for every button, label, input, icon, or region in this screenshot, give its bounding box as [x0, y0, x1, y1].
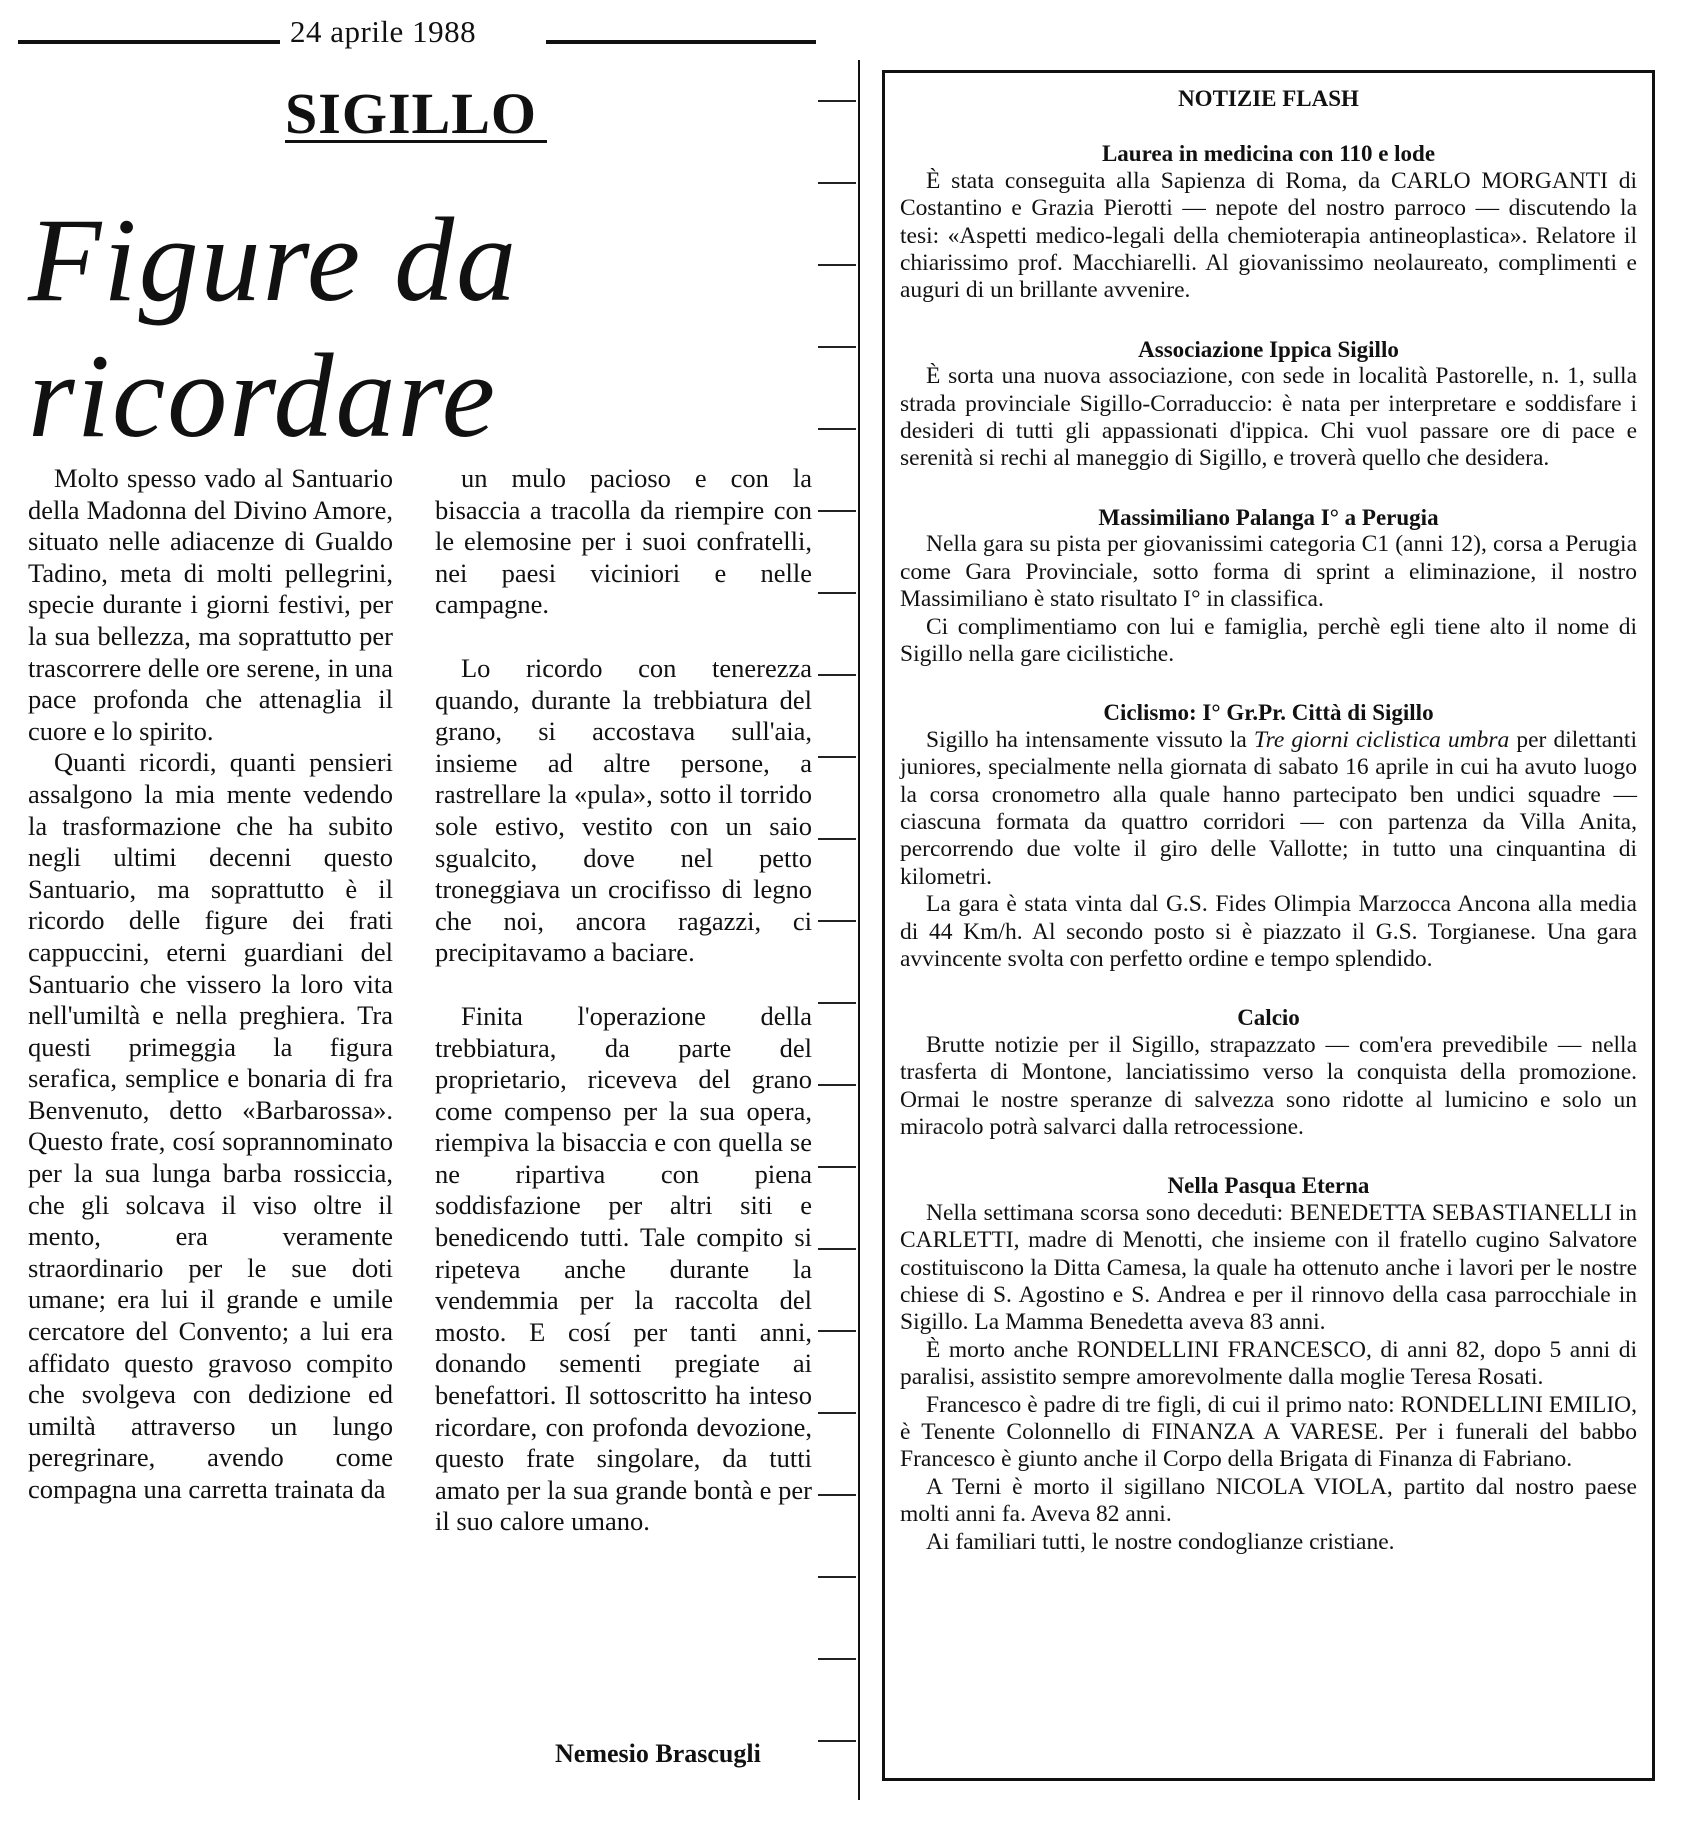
race-name: Tre giorni ciclistica umbra — [1253, 726, 1510, 753]
article-paragraph: Finita l'operazione della trebbiatura, da parte del proprietario, riceveva del grano come compenso per la sua opera, riempiva la bisaccia e con quella se ne ripartiva con piena soddisfazione per altri siti e benedicendo tutti. Tale compito si ripeteva anche durante la vendemmia per la raccolta del mosto. E cosí per tanti anni, donando sementi pregiate ai benefattori. Il sottoscritto ha inteso ricordare, con profonda devozione, questo frate singolare, da tutti amato per la sua grande bontà e per il suo calore umano. — [435, 1000, 812, 1537]
news-heading: Calcio — [1237, 1005, 1300, 1031]
issue-date: 24 aprile 1988 — [290, 14, 477, 49]
separator-tick — [818, 838, 856, 840]
separator-tick — [818, 1084, 856, 1086]
article-paragraph: Molto spesso vado al Santuario della Madonna del Divino Amore, situato nelle adiacenze di Gualdo Tadino, meta di molti pellegrini, specie durante i giorni festivi, per la sua bellezza, ma soprattutto per trascorrere delle ore serene, in una pace profonda che attenaglia il cuore e lo spirito. — [28, 463, 393, 746]
separator-tick — [818, 592, 856, 594]
news-item-pasqua — [900, 1172, 1637, 1556]
news-paragraph: Francesco è padre di tre figli, di cui il primo nato: RONDELLINI EMILIO, è Tenente Colonnello di FINANZA A VARESE. Per i funerali del babbo Francesco è giunto anche il Corpo della Brigata di Finanza di Fabriano. — [900, 1391, 1637, 1473]
news-heading: Associazione Ippica Sigillo — [1138, 336, 1399, 362]
separator-tick — [818, 182, 856, 184]
separator-tick — [818, 674, 856, 676]
article-column-2 — [435, 463, 812, 1538]
news-paragraph — [900, 727, 1637, 891]
news-heading: Ciclismo: I° Gr.Pr. Città di Sigillo — [1103, 700, 1434, 726]
separator-tick — [818, 1740, 856, 1742]
news-paragraph: Nella gara su pista per giovanissimi categoria C1 (anni 12), corsa a Perugia come Gara Provinciale, sotto forma di sprint a eliminazione, il nostro Massimiliano è stato risultato I° in classifica. — [900, 531, 1637, 613]
separator-tick — [818, 1166, 856, 1168]
news-item-palanga — [900, 504, 1637, 668]
news-item-laurea — [900, 140, 1637, 304]
article-paragraph: Lo ricordo con tenerezza quando, durante la trebbiatura del grano, si accostava sull'aia, insieme ad altre persone, a rastrellare la «pula», sotto il torrido sole estivo, vestito con un saio sgualcito, dove nel petto troneggiava un crocifisso di legno che noi, ancora ragazzi, ci precipitavamo a baciare. — [435, 652, 812, 968]
news-paragraph: A Terni è morto il sigillano NICOLA VIOLA, partito dal nostro paese molti anni fa. Aveva 82 anni. — [900, 1473, 1637, 1528]
separator-tick — [818, 1658, 856, 1660]
column-separator-line — [858, 60, 860, 1800]
separator-tick — [818, 1330, 856, 1332]
news-item-calcio — [900, 1004, 1637, 1141]
separator-tick — [818, 1494, 856, 1496]
separator-tick — [818, 1002, 856, 1004]
separator-tick — [818, 1412, 856, 1414]
news-paragraph: È stata conseguita alla Sapienza di Roma, da CARLO MORGANTI di Costantino e Grazia Pierotti — nepote del nostro parroco — discutendo la tesi: «Aspetti medico-legali della chemioterapia antineoplastica». Relatore il chiarissimo prof. Macchiarelli. Al giovanissimo neolaureato, complimenti e auguri di un brillante avvenire. — [900, 167, 1637, 304]
headline-line2: ricordare — [28, 329, 498, 462]
news-paragraph: Brutte notizie per il Sigillo, strapazzato — com'era prevedibile — nella trasferta di Montone, lanciatissimo verso la conquista della promozione. Ormai le nostre speranze di salvezza sono ridotte al lumicino e solo un miracolo potrà salvarci dalla retrocessione. — [900, 1031, 1637, 1140]
header-rule-right — [546, 40, 816, 44]
news-paragraph: Nella settimana scorsa sono deceduti: BENEDETTA SEBASTIANELLI in CARLETTI, madre di Menotti, che insieme con il fratello cugino Salvatore costituiscono la Ditta Camesa, la quale ha ottenuto anche i lavori per le nostre chiese di S. Agostino e S. Andrea e per il rinnovo della casa parrocchiale in Sigillo. La Mamma Benedetta aveva 83 anni. — [900, 1199, 1637, 1336]
news-paragraph: Ai familiari tutti, le nostre condoglianze cristiane. — [926, 1528, 1395, 1555]
news-paragraph: Ci complimentiamo con lui e famiglia, perchè egli tiene alto il nome di Sigillo nella gare cicilistiche. — [900, 613, 1637, 667]
news-text: Sigillo ha intensamente vissuto la — [926, 726, 1254, 753]
news-heading: Nella Pasqua Eterna — [1167, 1173, 1370, 1199]
separator-tick — [818, 920, 856, 922]
separator-tick — [818, 1576, 856, 1578]
news-paragraph: È sorta una nuova associazione, con sede in località Pastorelle, n. 1, sulla strada provinciale Sigillo-Corraduccio: è nata per interpretare e soddisfare i desideri di tutti gli appassionati d'ippica. Chi vuol passare ore di pace e serenità si rechi al maneggio di Sigillo, e troverà quello che desidera. — [900, 363, 1637, 472]
article-paragraph: Quanti ricordi, quanti pensieri assalgono la mia mente vedendo la trasformazione che ha subito negli ultimi decenni questo Santuario, ma soprattutto è il ricordo delle figure dei frati cappuccini, eterni guardiani del Santuario che vissero la loro vita nell'umiltà e nella preghiera. Tra questi primeggia la figura serafica, semplice e bonaria di fra Benvenuto, detto «Barbarossa». Questo frate, cosí soprannominato per la sua lunga barba rossiccia, che gli solcava il viso oltre il mento, era veramente straordinario per le sue doti umane; era lui il grande e umile cercatore del Convento; a lui era affidato questo gravoso compito che svolgeva con dedizione ed umiltà attraverso un lungo peregrinare, avendo come compagna una carretta trainata da — [28, 747, 393, 1504]
separator-tick — [818, 510, 856, 512]
news-flash-box — [882, 70, 1655, 1781]
article-author: Nemesio Brascugli — [555, 1739, 761, 1768]
article-paragraph: un mulo pacioso e con la bisaccia a tracolla da riempire con le elemosine per i suoi confratelli, nei paesi viciniori e nelle campagne. — [435, 463, 812, 620]
news-paragraph: È morto anche RONDELLINI FRANCESCO, di anni 82, dopo 5 anni di paralisi, assistito sempre amorevolmente dalla moglie Teresa Rosati. — [900, 1336, 1637, 1391]
separator-tick — [818, 346, 856, 348]
news-flash-title: NOTIZIE FLASH — [1178, 86, 1359, 111]
column-separator — [818, 100, 856, 1800]
news-text: per dilettanti juniores, specialmente nella giornata di sabato 16 aprile in cui ha avuto luogo la corsa cronometro alla quale hanno partecipato ben undici squadre — ciascuna formata da quattro corridori — con partenza da Villa Anita, percorrendo due volte il giro delle Vallotte; in tutto una cinquantina di kilometri. — [900, 726, 1637, 890]
news-heading: Laurea in medicina con 110 e lode — [1101, 141, 1436, 167]
header-rule-left — [18, 40, 280, 44]
news-item-ciclismo — [900, 699, 1637, 973]
separator-tick — [818, 756, 856, 758]
news-item-ippica — [900, 336, 1637, 473]
separator-tick — [818, 1248, 856, 1250]
separator-tick — [818, 428, 856, 430]
news-heading: Massimiliano Palanga I° a Perugia — [1098, 504, 1439, 530]
news-paragraph: La gara è stata vinta dal G.S. Fides Olimpia Marzocca Ancona alla media di 44 Km/h. Al secondo posto si è piazzato il G.S. Torgianese. Una gara avvincente svolta con perfetto ordine e tempo splendido. — [900, 891, 1637, 972]
news-flash-content — [900, 85, 1637, 1587]
headline-line1: Figure da — [28, 193, 519, 326]
separator-tick — [818, 100, 856, 102]
separator-tick — [818, 264, 856, 266]
section-title: SIGILLO — [285, 81, 537, 146]
article-column-1 — [28, 463, 393, 1506]
